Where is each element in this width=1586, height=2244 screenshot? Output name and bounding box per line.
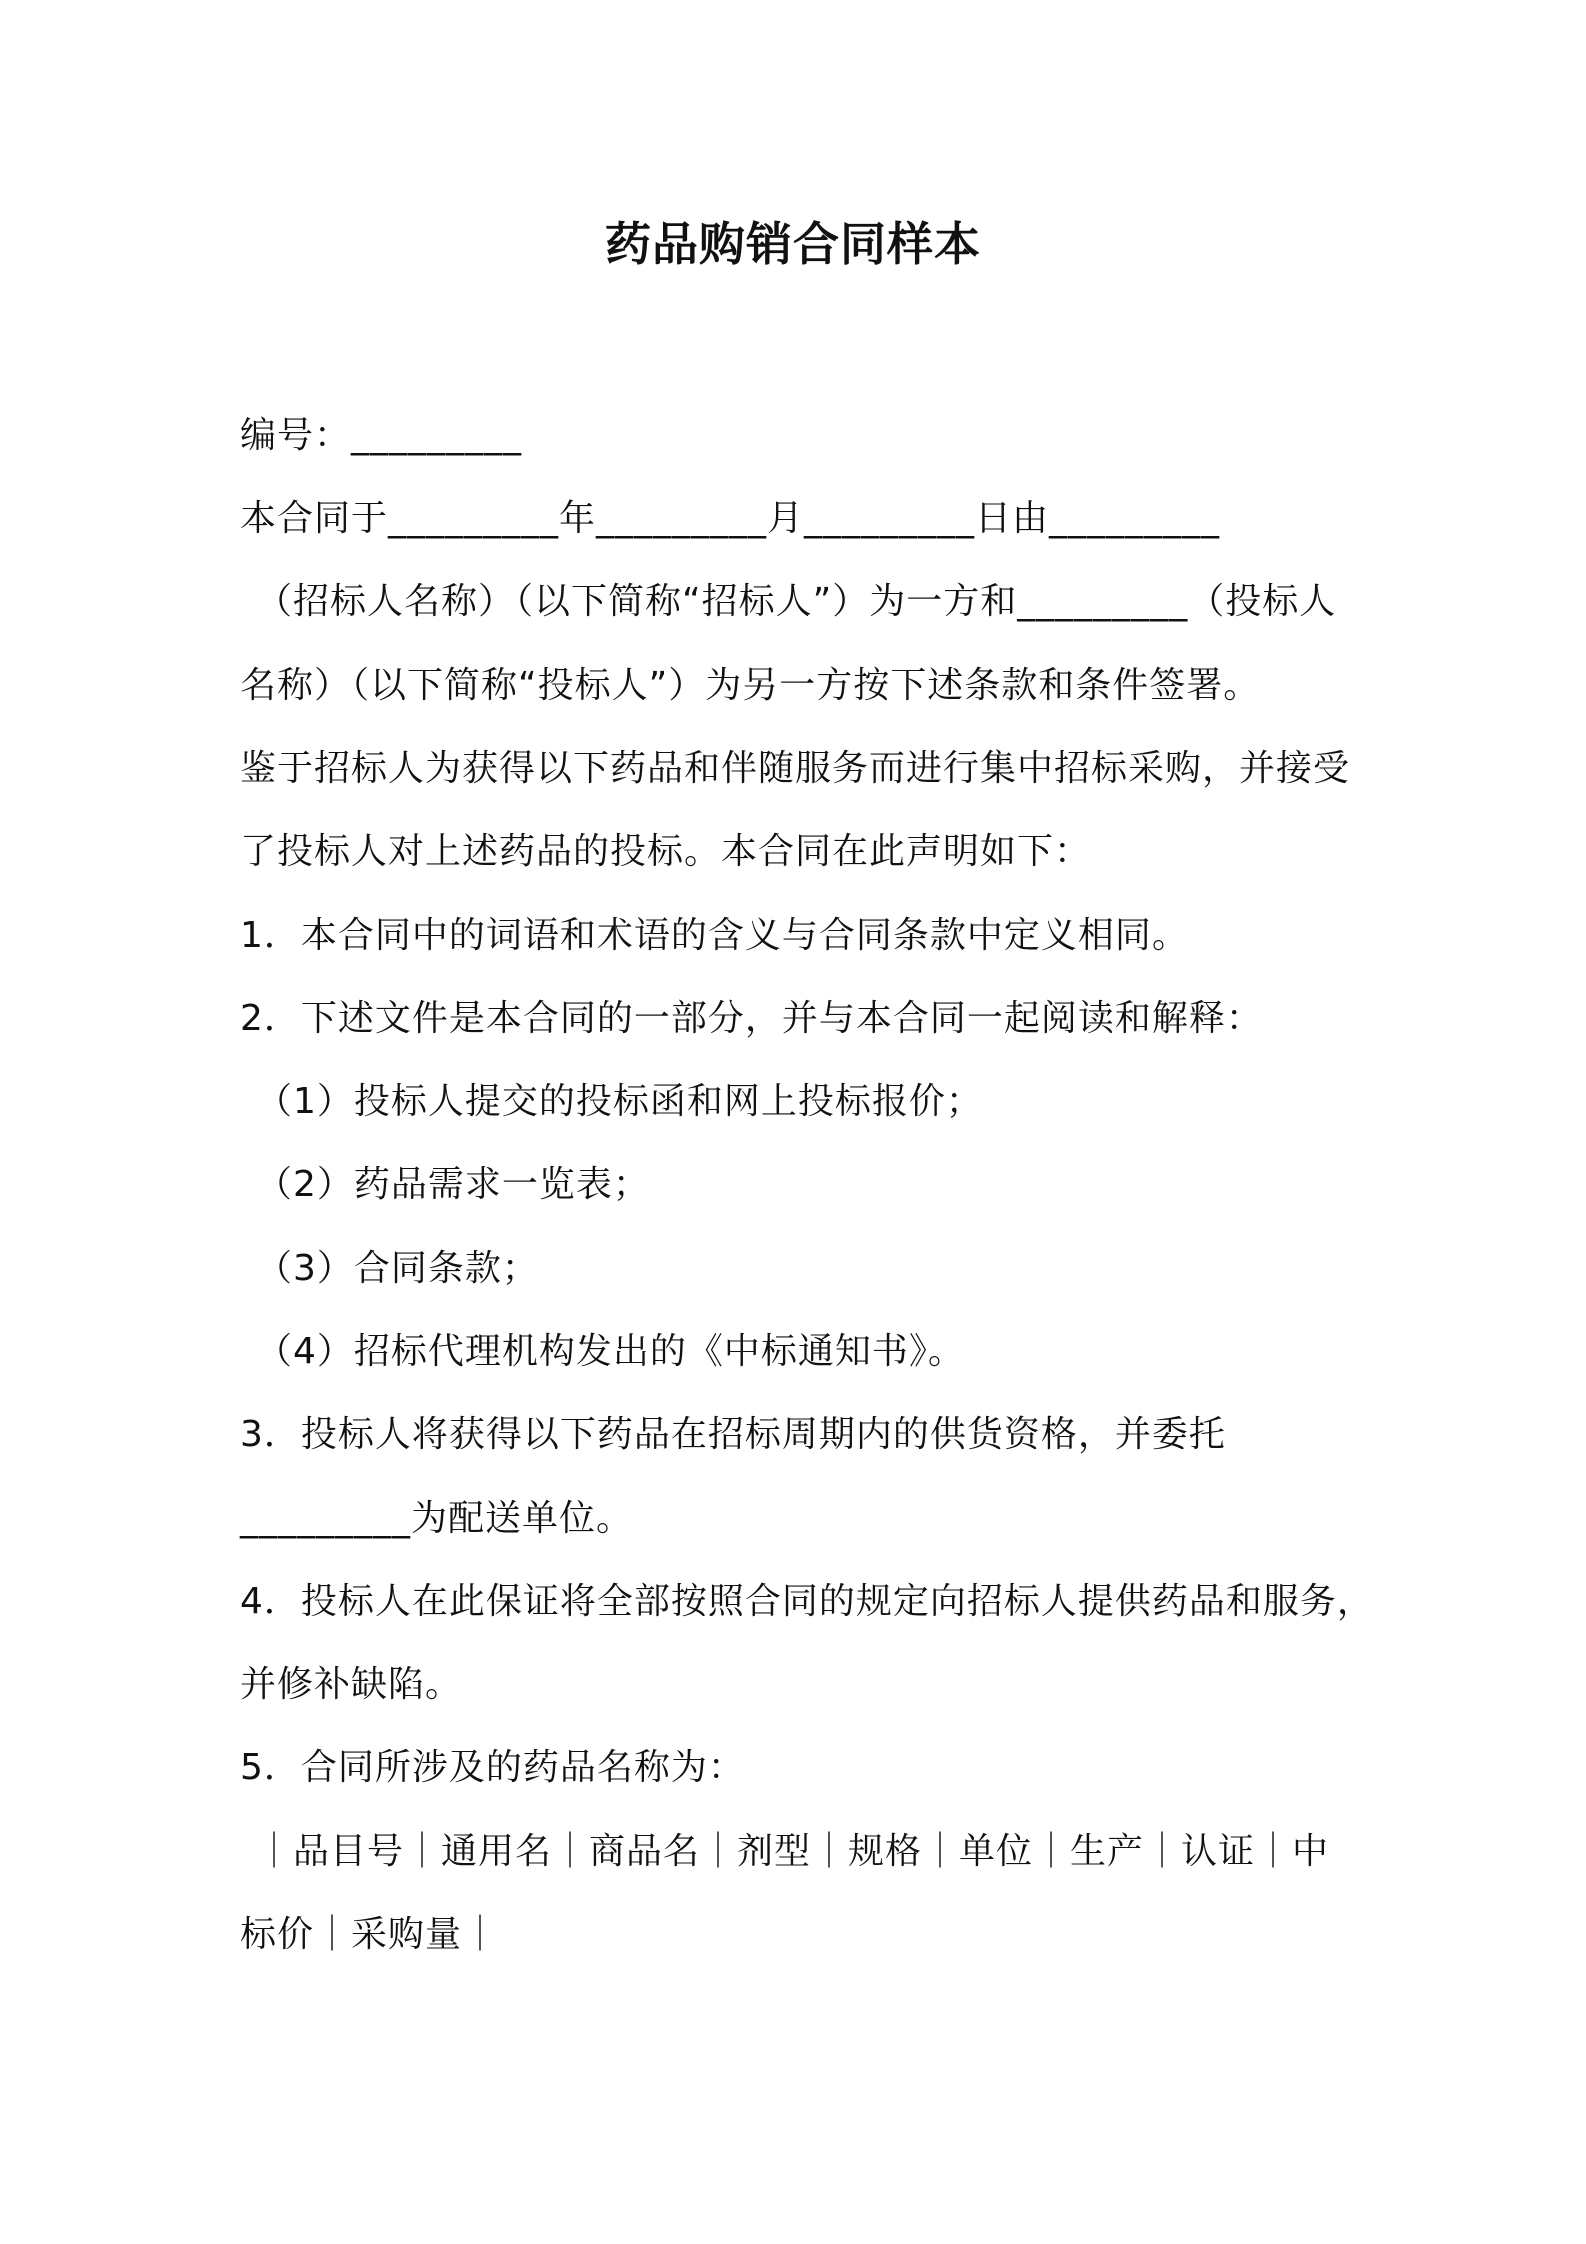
- parties-line-1: （招标人名称）（以下简称“招标人”）为一方和_________（投标人: [256, 581, 1337, 622]
- contract-date-line: 本合同于_________年_________月_________日由_________: [240, 498, 1221, 539]
- preamble-line-1: 鉴于招标人为获得以下药品和伴随服务而进行集中招标采购，并接受: [240, 748, 1351, 789]
- clause-4-line-1: 4．投标人在此保证将全部按照合同的规定向招标人提供药品和服务，: [240, 1581, 1374, 1622]
- clause-2-item-4: （4）招标代理机构发出的《中标通知书》。: [256, 1331, 965, 1372]
- clause-2-item-1: （1）投标人提交的投标函和网上投标报价；: [256, 1081, 983, 1122]
- preamble-line-2: 了投标人对上述药品的投标。本合同在此声明如下：: [240, 831, 1092, 872]
- clause-3-line-2: _________为配送单位。: [240, 1498, 634, 1539]
- clause-1: 1．本合同中的词语和术语的含义与合同条款中定义相同。: [240, 915, 1189, 956]
- clause-2: 2．下述文件是本合同的一部分，并与本合同一起阅读和解释：: [240, 998, 1263, 1039]
- clause-5: 5．合同所涉及的药品名称为：: [240, 1747, 745, 1788]
- contract-number-line: 编号：_________: [240, 415, 523, 456]
- clause-2-item-3: （3）合同条款；: [256, 1248, 539, 1289]
- clause-3-line-1: 3．投标人将获得以下药品在招标周期内的供货资格，并委托: [240, 1414, 1226, 1455]
- clause-4-line-2: 并修补缺陷。: [240, 1664, 463, 1705]
- drug-table-header-line-2: 标价｜采购量｜: [240, 1914, 500, 1955]
- clause-2-item-2: （2）药品需求一览表；: [256, 1164, 650, 1205]
- parties-line-2: 名称）（以下简称“投标人”）为另一方按下述条款和条件签署。: [240, 665, 1261, 706]
- drug-table-header-line-1: ｜品目号｜通用名｜商品名｜剂型｜规格｜单位｜生产｜认证｜中: [256, 1831, 1330, 1872]
- document-title: 药品购销合同样本: [605, 217, 981, 271]
